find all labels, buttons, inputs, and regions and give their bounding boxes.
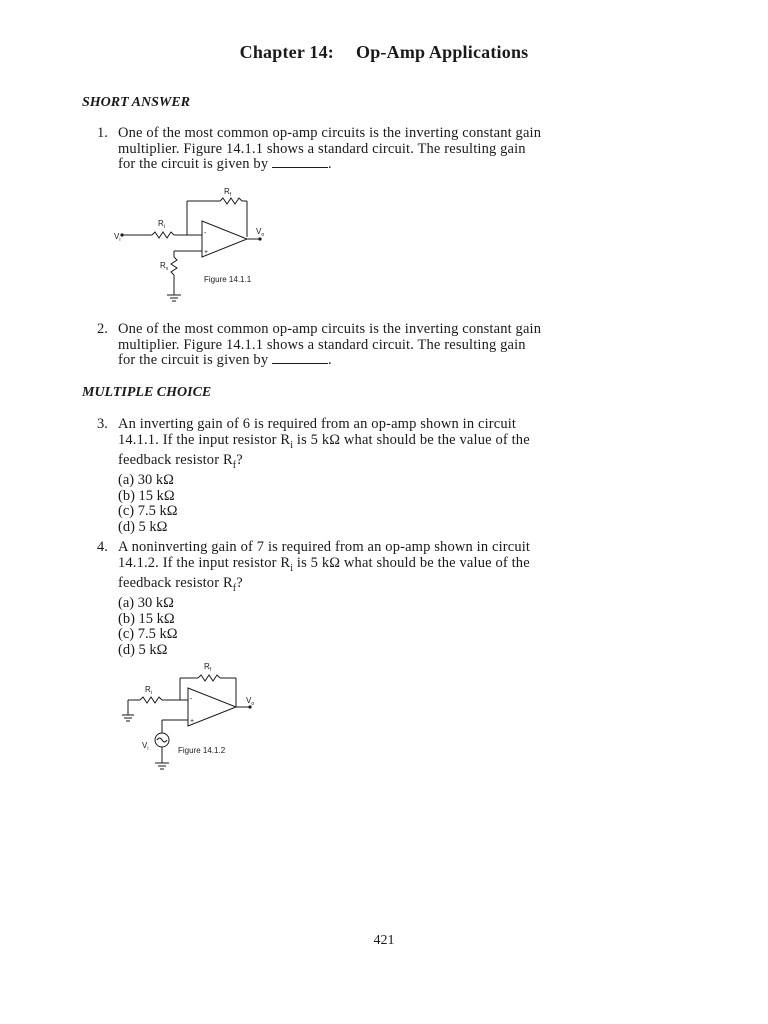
label-vi: $V_i$ <box>142 741 149 752</box>
section-multiple-choice: MULTIPLE CHOICE <box>82 385 212 400</box>
minus-terminal: - <box>204 230 207 237</box>
question-text-line: One of the most common op-amp circuits is the inverting constant gain <box>118 321 542 337</box>
question-number: 1. <box>97 125 108 141</box>
option-d: (d) 5 kΩ <box>118 518 168 535</box>
question-4 <box>97 540 667 658</box>
label-rf: $R_f$ <box>204 662 212 673</box>
question-text-line: for the circuit is given by . <box>118 156 332 172</box>
question-text-line: multiplier. Figure 14.1.1 shows a standard circuit. The resulting gain <box>118 140 526 157</box>
circuit-diagram-inverting <box>112 185 282 310</box>
plus-terminal: + <box>204 249 209 256</box>
figure-14-1-1 <box>112 185 282 310</box>
question-text-line: An inverting gain of 6 is required from an op-amp shown in circuit <box>118 416 517 432</box>
option-a: (a) 30 kΩ <box>118 595 174 612</box>
label-vo: $V_o$ <box>256 227 265 238</box>
option-d: (d) 5 kΩ <box>118 641 168 658</box>
section-short-answer: SHORT ANSWER <box>82 95 191 110</box>
question-text-line: A noninverting gain of 7 is required from an op-amp shown in circuit <box>118 539 531 555</box>
option-b: (b) 15 kΩ <box>118 610 175 627</box>
question-3 <box>97 417 667 535</box>
option-c: (c) 7.5 kΩ <box>118 626 178 643</box>
question-2 <box>97 322 667 369</box>
label-rf: $R_f$ <box>224 187 232 198</box>
question-text-line: for the circuit is given by . <box>118 352 332 368</box>
page-title <box>0 42 768 63</box>
question-text-line: feedback resistor $R_f$? <box>118 574 243 594</box>
question-number: 4. <box>97 539 108 555</box>
label-ri: $R_i$ <box>145 685 152 696</box>
page-number: 421 <box>373 933 395 948</box>
label-vo: $V_o$ <box>246 696 255 707</box>
question-text-line: 14.1.1. If the input resistor $R_i$ is 5 kΩ what should be the value of the <box>118 431 530 451</box>
answer-blank <box>272 353 328 364</box>
question-1 <box>97 126 667 173</box>
question-text-line: feedback resistor $R_f$? <box>118 451 243 471</box>
question-text-line: One of the most common op-amp circuits is the inverting constant gain <box>118 125 542 141</box>
question-number: 3. <box>97 416 108 432</box>
label-ri: $R_i$ <box>158 219 165 230</box>
minus-terminal: - <box>190 696 193 703</box>
chapter-label: Chapter 14: <box>239 42 335 62</box>
label-vi: $V_i$ <box>114 232 121 243</box>
circuit-diagram-noninverting <box>118 660 278 785</box>
figure-caption: Figure 14.1.2 <box>178 746 226 755</box>
question-text-line: 14.1.2. If the input resistor $R_i$ is 5 kΩ what should be the value of the <box>118 554 530 574</box>
label-rx: $R_x$ <box>160 261 169 272</box>
chapter-title: Op-Amp Applications <box>356 42 529 62</box>
figure-caption: Figure 14.1.1 <box>204 275 252 284</box>
figure-14-1-2 <box>118 660 278 785</box>
option-b: (b) 15 kΩ <box>118 487 175 504</box>
question-text-line: multiplier. Figure 14.1.1 shows a standard circuit. The resulting gain <box>118 336 526 353</box>
question-number: 2. <box>97 321 108 337</box>
option-a: (a) 30 kΩ <box>118 472 174 489</box>
option-c: (c) 7.5 kΩ <box>118 503 178 520</box>
answer-blank <box>272 157 328 168</box>
plus-terminal: + <box>190 718 195 725</box>
